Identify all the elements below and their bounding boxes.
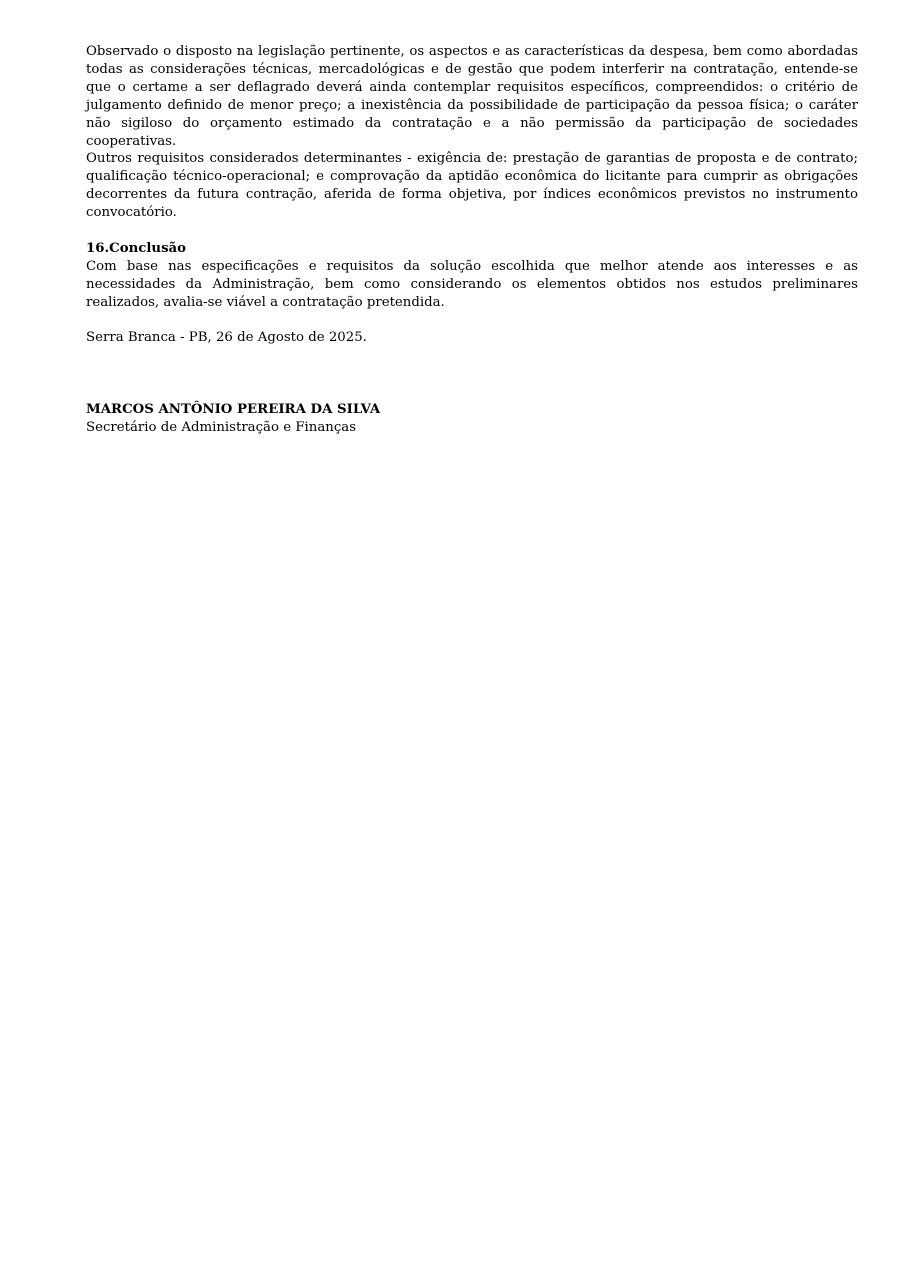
signatory-role: Secretário de Administração e Finanças [86,419,357,435]
paragraph-determinant-requirements: Outros requisitos considerados determinantes - exigência de: prestação de garantias de proposta e de contrato; qualificação técnico-operacional; e comprovação da aptidão econômica do licitante para cumprir as obrigações decorrentes da futura contração, aferida de forma objetiva, por índices econômicos previstos no instrumento convocatório. [86,151,858,221]
section-heading-conclusion: 16.Conclusão [86,240,187,256]
place-and-date: Serra Branca - PB, 26 de Agosto de 2025. [86,330,367,346]
signatory-name: MARCOS ANTÔNIO PEREIRA DA SILVA [86,402,381,418]
paragraph-conclusion: Com base nas especificações e requisitos da solução escolhida que melhor atende aos interesses e as necessidades da Administração, bem como considerando os elementos obtidos nos estudos preliminares realizados, avalia-se viável a contratação pretendida. [86,258,858,310]
document-page [86,43,858,437]
paragraph-requirements: Observado o disposto na legislação pertinente, os aspectos e as características da despesa, bem como abordadas todas as considerações técnicas, mercadológicas e de gestão que podem interferir na contratação, entende-se que o certame a ser deflagrado deverá ainda contemplar requisitos específicos, compreendidos: o critério de julgamento definido de menor preço; a inexistência da possibilidade de participação da pessoa física; o caráter não sigiloso do orçamento estimado da contratação e a não permissão da participação de sociedades cooperativas. [86,44,858,149]
